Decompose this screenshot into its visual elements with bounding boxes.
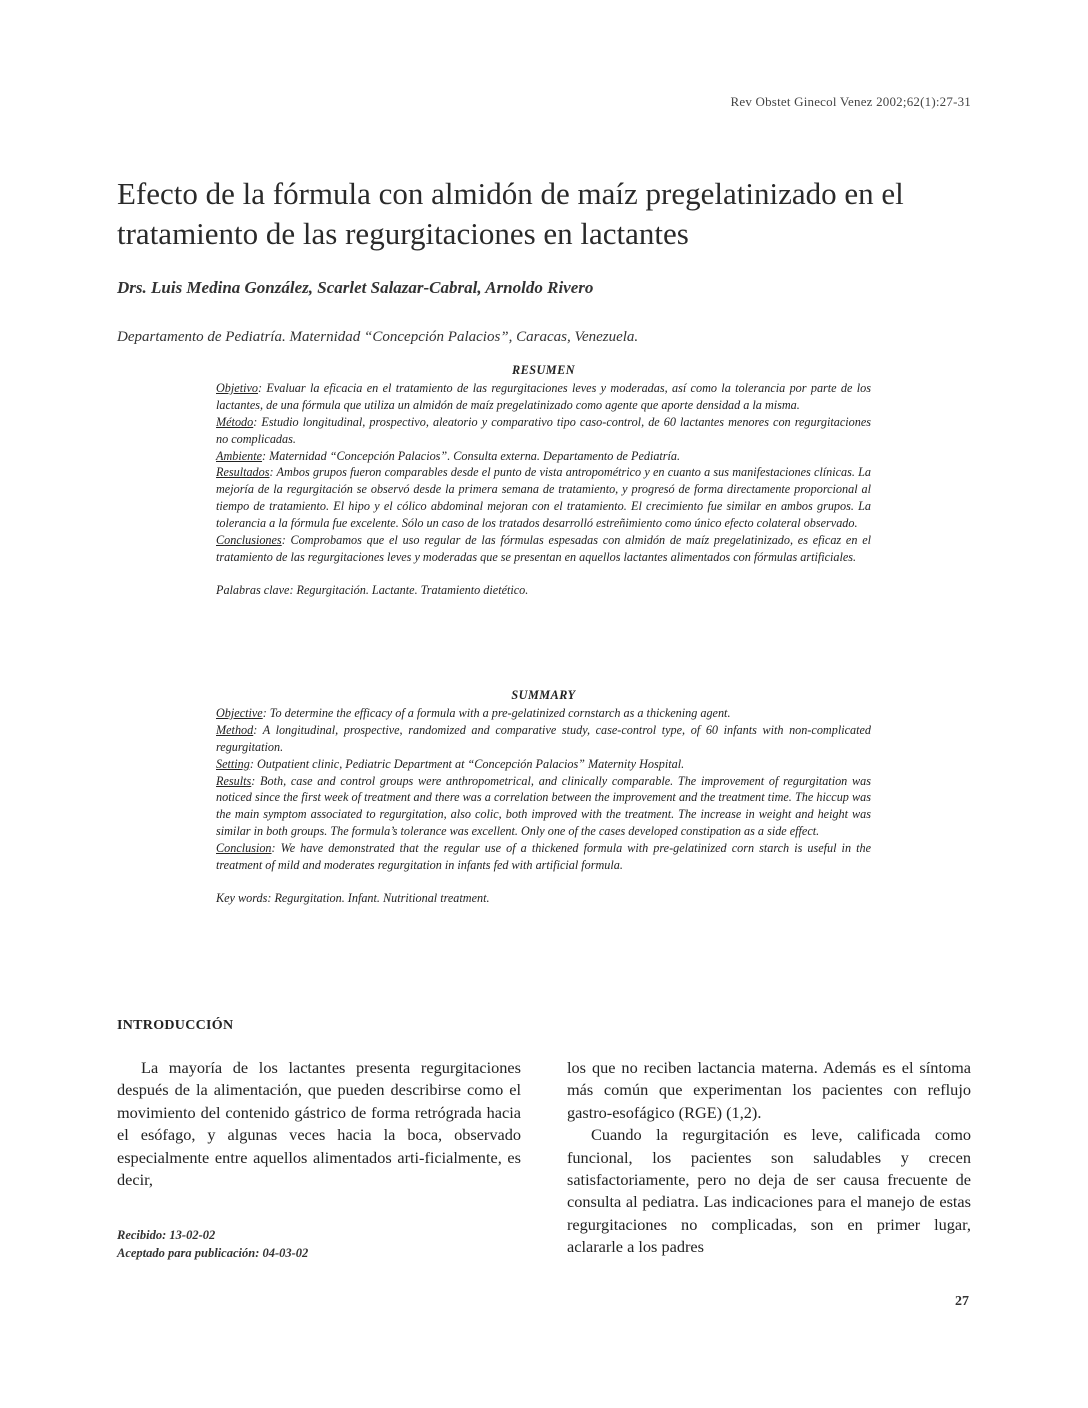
resumen-metodo <box>216 414 871 448</box>
page-number: 27 <box>955 1294 969 1309</box>
body-column-left <box>117 1057 521 1191</box>
resumen-ambiente <box>216 448 871 465</box>
objetivo-text: : Evaluar la eficacia en el tratamiento de las regurgitaciones leves y moderadas, así como la tolerancia por parte de los lactantes, de una fórmula que utiliza un almidón de maíz pregelatinizado como agente que aporte densidad a la misma. <box>216 380 871 412</box>
summary-method <box>216 722 871 756</box>
resumen-heading: RESUMEN <box>511 363 576 377</box>
received-dates <box>117 1226 308 1262</box>
ambiente-label: Ambiente <box>216 448 263 463</box>
objective-label: Objective <box>216 705 263 720</box>
resumen-objetivo <box>216 380 871 414</box>
body-paragraph: La mayoría de los lactantes presenta regurgitaciones después de la alimentación, que pueden describirse como el movimiento del contenido gástrico de forma retrógrada hacia el esófago, y algunas veces hacia la boca, observado especialmente entre aquellos alimentados arti-ficialmente, es decir, <box>117 1058 521 1190</box>
article-title: Efecto de la fórmula con almidón de maíz pregelatinizado en el tratamiento de las regurgitaciones en lactantes <box>117 176 904 251</box>
key-words: Key words: Regurgitation. Infant. Nutritional treatment. <box>216 890 490 905</box>
body-paragraph: los que no reciben lactancia materna. Además es el síntoma más común que experimentan los pacientes con reflujo gastro-esofágico (RGE) (1,2). <box>567 1058 971 1122</box>
body-column-right <box>567 1057 971 1259</box>
introduccion-heading: INTRODUCCIÓN <box>117 1018 234 1033</box>
conclusiones-label: Conclusiones <box>216 533 282 548</box>
objetivo-label: Objetivo <box>216 380 258 395</box>
conclusion-label: Conclusion <box>216 841 272 856</box>
resumen-conclusiones <box>216 532 871 566</box>
resultados-text: : Ambos grupos fueron comparables desde el punto de vista antropométrico y en cuanto a sus manifestaciones clínicas. La mejoría de la regurgitación se observó desde la primera semana de tratamiento, y progresó de forma directamente proporcional al tiempo de tratamiento. El hipo y el cólico abdominal mejoran con el tratamiento. El crecimiento fue similar en ambos grupos. La tolerancia a la fórmula fue excelente. Sólo un caso de los tratados desarrolló estreñimiento como único efecto colateral observado. <box>216 465 871 531</box>
accepted-date: Aceptado para publicación: 04-03-02 <box>117 1246 309 1260</box>
resultados-label: Resultados <box>216 465 270 480</box>
conclusiones-text: : Comprobamos que el uso regular de las fórmulas espesadas con almidón de maíz pregelatinizado, es eficaz en el tratamiento de las regurgitaciones leves y moderadas que se presentan en aquellos lactantes alimentados con fórmulas artificiales. <box>216 533 871 564</box>
body-paragraph: Cuando la regurgitación es leve, calificada como funcional, los pacientes son saludables y crecen satisfactoriamente, pero no deja de ser causa frecuente de consulta al pediatra. Las indicaciones para el manejo de estas regurgitaciones no complicadas, son en primer lugar, aclararle a los padres <box>567 1125 971 1257</box>
authors: Drs. Luis Medina González, Scarlet Salazar-Cabral, Arnoldo Rivero <box>117 278 594 297</box>
ambiente-text: : Maternidad “Concepción Palacios”. Consulta externa. Departamento de Pediatría. <box>262 448 681 463</box>
summary-setting <box>216 756 871 773</box>
results-text: : Both, case and control groups were anthropometrical, and clinically comparable. The improvement of regurgitation was noticed since the first week of treatment and there was a correlation between the improvement and the treatment time. The hiccup was the main symptom associated to regurgitation, also colic, both improved with the treatment. The increase in weight and height was similar in both groups. The formula’s tolerance was excellent. Only one of the cases developed constipation as a side effect. <box>216 773 871 839</box>
setting-text: : Outpatient clinic, Pediatric Department at “Concepción Palacios” Maternity Hospital. <box>249 756 685 771</box>
resumen-resultados <box>216 464 871 532</box>
palabras-clave: Palabras clave: Regurgitación. Lactante. Tratamiento dietético. <box>216 582 529 597</box>
resumen-abstract <box>216 362 871 599</box>
setting-label: Setting <box>216 756 250 771</box>
metodo-text: : Estudio longitudinal, prospectivo, aleatorio y comparativo tipo caso-control, de 60 lactantes menores con regurgitaciones no complicadas. <box>216 414 871 446</box>
metodo-label: Método <box>216 414 254 429</box>
summary-results <box>216 773 871 841</box>
summary-objective <box>216 705 871 722</box>
method-text: : A longitudinal, prospective, randomized and comparative study, case-control type, of 60 infants with non-complicated regurgitation. <box>216 722 871 754</box>
objective-text: : To determine the efficacy of a formula with a pre-gelatinized cornstarch as a thickening agent. <box>262 705 731 720</box>
summary-conclusion <box>216 840 871 874</box>
received-date: Recibido: 13-02-02 <box>117 1228 216 1242</box>
affiliation: Departamento de Pediatría. Maternidad “Concepción Palacios”, Caracas, Venezuela. <box>117 329 639 345</box>
method-label: Method <box>216 722 254 737</box>
summary-heading: SUMMARY <box>511 688 576 702</box>
conclusion-text: : We have demonstrated that the regular use of a thickened formula with pre-gelatinized corn starch is useful in the treatment of mild and moderates regurgitation in infants fed with artificial formula. <box>216 841 871 873</box>
running-head: Rev Obstet Ginecol Venez 2002;62(1):27-31 <box>730 94 971 109</box>
results-label: Results <box>216 773 252 788</box>
summary-abstract <box>216 687 871 907</box>
